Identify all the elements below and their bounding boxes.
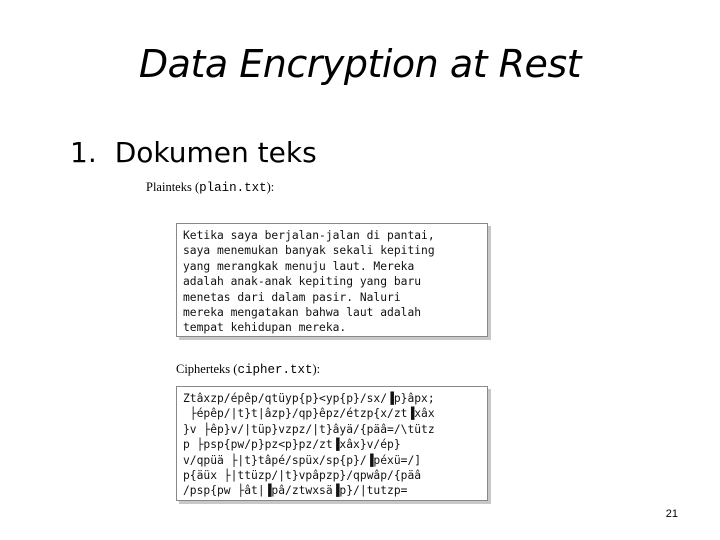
plaintext-line: yang merangkak menuju laut. Mereka bbox=[183, 259, 415, 273]
ciphertext-caption-prefix: Cipherteks ( bbox=[176, 362, 238, 376]
plaintext-caption bbox=[146, 180, 274, 195]
bullet-text: Dokumen teks bbox=[114, 136, 317, 169]
plaintext-box bbox=[176, 223, 488, 337]
plaintext-caption-prefix: Plainteks ( bbox=[146, 180, 200, 194]
plaintext-line: adalah anak-anak kepiting yang baru bbox=[183, 275, 422, 289]
plaintext-line: tempat kehidupan mereka. bbox=[183, 321, 347, 335]
ciphertext-line: p ├psp{pw/p}pz<p}pz/zt▐xâx}v/ép} bbox=[183, 438, 401, 452]
page-number: 21 bbox=[665, 508, 678, 520]
ciphertext-box bbox=[176, 386, 488, 501]
plaintext-caption-suffix: ): bbox=[266, 180, 275, 194]
ciphertext-line: /psp{pw ├ât|▐pâ/ztwxsä▐p}/|tutzp= bbox=[183, 484, 408, 498]
slide-title: Data Encryption at Rest bbox=[138, 42, 582, 86]
ciphertext-filename: cipher.txt bbox=[237, 363, 313, 377]
plaintext-line: Ketika saya berjalan-jalan di pantai, bbox=[183, 229, 435, 242]
ciphertext-line: Ztâxzp/épêp/qtüyp{p}<yp{p}/sx/▐p}âpx; bbox=[183, 392, 435, 405]
bullet-item bbox=[70, 136, 317, 169]
bullet-number: 1. bbox=[70, 136, 97, 169]
ciphertext-line: p{äüx ├|ttüzp/|t}vpâpzp}/qpwâp/{päâ bbox=[183, 469, 422, 483]
plaintext-filename: plain.txt bbox=[199, 181, 267, 195]
ciphertext-line: ├épêp/|t}t|âzp}/qp}êpz/étzp{x/zt▐xâx bbox=[183, 407, 435, 421]
ciphertext-caption-suffix: ): bbox=[312, 362, 321, 376]
ciphertext-line: }v ├êp}v/|tüp}vzpz/|t}âyä/{päâ=/\tütz bbox=[183, 422, 435, 436]
plaintext-line: menetas dari dalam pasir. Naluri bbox=[183, 290, 401, 304]
plaintext-line: mereka mengatakan bahwa laut adalah bbox=[183, 306, 422, 320]
plaintext-line: saya menemukan banyak sekali kepiting bbox=[183, 244, 435, 258]
ciphertext-caption bbox=[176, 362, 320, 377]
ciphertext-line: v/qpüä ├|t}tâpé/spüx/sp{p}/▐péxü=/] bbox=[183, 453, 422, 467]
